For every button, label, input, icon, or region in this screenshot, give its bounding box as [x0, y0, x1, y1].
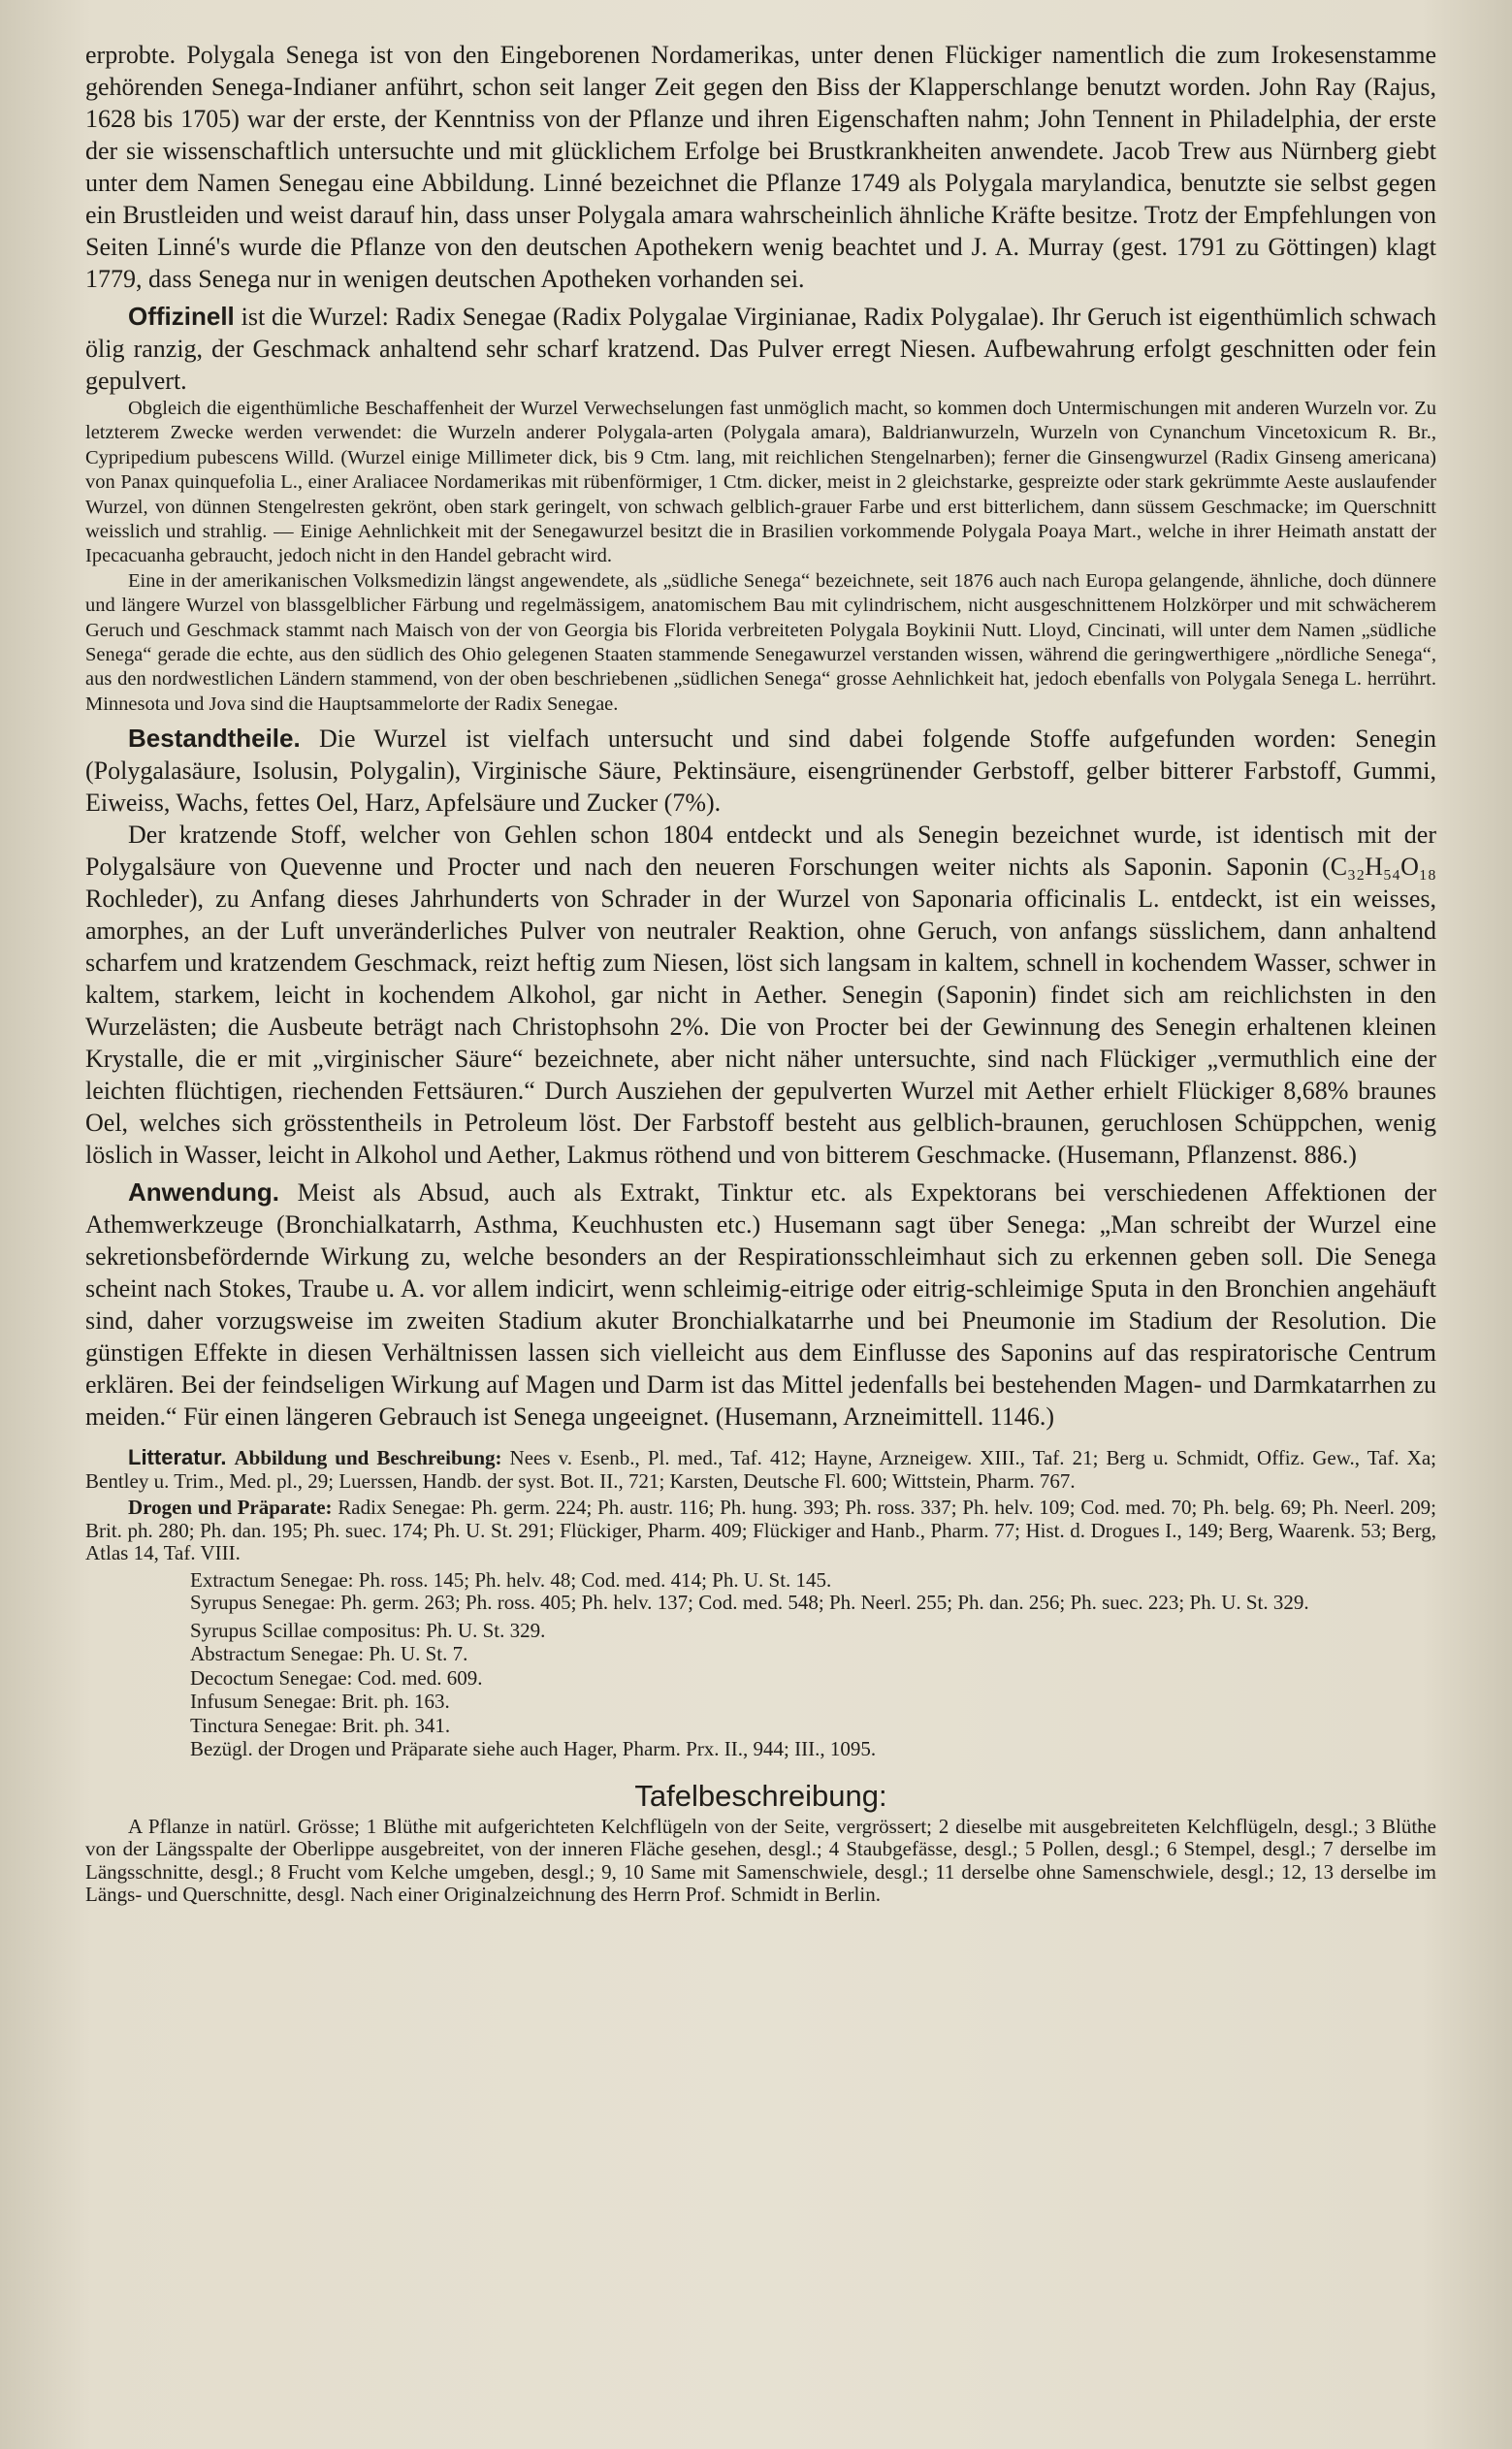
- list-item: Syrupus Scillae compositus: Ph. U. St. 329.: [190, 1618, 546, 1642]
- tafel-title: Tafelbeschreibung:: [634, 1778, 887, 1813]
- offizinell-text: ist die Wurzel: Radix Senegae (Radix Polygalae Virginianae, Radix Polygalae). Ihr Geruch ist eigenthümlich schwach ölig ranzig, der Geschmack anhaltend sehr scharf kratzend. Das Pulver erregt Niesen. Aufbewahrung erfolgt geschnitten oder fein gepulvert.: [85, 303, 1436, 395]
- litteratur-section: [85, 1446, 1436, 1761]
- litteratur-extractum: Extractum Senegae: Ph. ross. 145; Ph. helv. 48; Cod. med. 414; Ph. U. St. 145.: [190, 1567, 832, 1592]
- litteratur-sub1-text: Nees v. Esenb., Pl. med., Taf. 412; Hayne, Arzneigew. XIII., Taf. 21; Berg u. Schmidt, Offiz. Gew., Taf. Xa; Bentley u. Trim., Med. pl., 29; Luerssen, Handb. der syst. Bot. II., 721; Karsten, Deutsche Fl. 600; Wittstein, Pharm. 767.: [85, 1446, 1436, 1493]
- litteratur-list: [85, 1619, 1436, 1761]
- offizinell-note-2: Eine in der amerikanischen Volksmedizin längst angewendete, als „südliche Senega“ bezeichnete, seit 1876 auch nach Europa gelangende, ähnliche, doch dünnere und längere Wurzel von blassgelblicher Färbung und regelmässigem, anatomischem Bau mit cylindrischem, nicht ausgeschnittenem Holzkörper und mit schwächerem Geruch und Geschmack stammt nach Maisch von der von Georgia bis Florida verbreiteten Polygala Boykinii Nutt. Lloyd, Cincinati, will unter dem Namen „südliche Senega“ gerade die echte, aus den südlich des Ohio gelegenen Staaten stammende Senegawurzel verstanden wissen, während die geringwerthigere „nördliche Senega“, aus den nordwestlichen Ländern stammend, von der oben beschriebenen „südlichen Senega“ grosse Aehnlichkeit hat, jedoch ebenfalls von Polygala Senega L. herrührt. Minnesota und Jova sind die Hauptsammelorte der Radix Senegae.: [85, 569, 1436, 715]
- list-item: Decoctum Senegae: Cod. med. 609.: [190, 1665, 483, 1690]
- list-item: Bezügl. der Drogen und Präparate siehe auch Hager, Pharm. Prx. II., 944; III., 1095.: [190, 1737, 877, 1761]
- bestandtheile-heading: Bestandtheile.: [128, 724, 301, 754]
- litteratur-sub2-text: Radix Senegae: Ph. germ. 224; Ph. austr. 116; Ph. hung. 393; Ph. ross. 337; Ph. helv. 109; Cod. med. 70; Ph. belg. 69; Ph. Neerl. 209; Brit. ph. 280; Ph. dan. 195; Ph. suec. 174; Ph. U. St. 291; Flückiger, Pharm. 409; Flückiger and Hanb., Pharm. 77; Hist. d. Drogues I., 149; Berg, Waarenk. 53; Berg, Atlas 14, Taf. VIII.: [85, 1496, 1436, 1565]
- list-item: Abstractum Senegae: Ph. U. St. 7.: [190, 1642, 468, 1666]
- litteratur-heading: Litteratur.: [128, 1445, 227, 1470]
- litteratur-sub2: Drogen und Präparate:: [128, 1496, 333, 1520]
- offizinell-paragraph: [85, 301, 1436, 397]
- litteratur-syrupus: Syrupus Senegae: Ph. germ. 263; Ph. ross. 405; Ph. helv. 137; Cod. med. 548; Ph. Neerl. 255; Ph. dan. 256; Ph. suec. 223; Ph. U. St. 329.: [190, 1591, 1309, 1615]
- bestandtheile-paragraph-2: Der kratzende Stoff, welcher von Gehlen schon 1804 entdeckt und als Senegin bezeichnet wurde, ist identisch mit der Polygalsäure von Quevenne und Procter und nach den neueren Forschungen weiter nichts als Saponin. Saponin (C₃₂H₅₄O₁₈ Rochleder), zu Anfang dieses Jahrhunderts von Schrader in der Wurzel von Saponaria officinalis L. entdeckt, ist ein weisses, amorphes, an der Luft unveränderliches Pulver von neutraler Reaktion, ohne Geruch, von anfangs süsslichem, dann anhaltend scharfem und kratzendem Geschmack, reizt heftig zum Niesen, löst sich langsam in kaltem, schnell in kochendem Wasser, schwer in kaltem, starkem, leicht in kochendem Alkohol, gar nicht in Aether. Senegin (Saponin) findet sich am reichlichsten in den Wurzelästen; die Ausbeute beträgt nach Christophsohn 2%. Die von Procter bei der Gewinnung des Senegin erhaltenen kleinen Krystalle, die er mit „virginischer Säure“ bezeichnete, aber nicht näher untersuchte, sind nach Flückiger „vermuthlich eine der leichten flüchtigen, riechenden Fettsäuren.“ Durch Ausziehen der gepulverten Wurzel mit Aether erhielt Flückiger 8,68% braunes Oel, welches sich grösstentheils in Petroleum löst. Der Farbstoff besteht aus gelblich-braunen, geruchlosen Schüppchen, wenig löslich in Wasser, leicht in Alkohol und Aether, Lakmus röthend und von bitterem Geschmacke. (Husemann, Pflanzenst. 886.): [85, 821, 1436, 1170]
- offizinell-note-1: Obgleich die eigenthümliche Beschaffenheit der Wurzel Verwechselungen fast unmöglich macht, so kommen doch Untermischungen mit anderen Wurzeln vor. Zu letzterem Zwecke werden verwendet: die Wurzeln anderer Polygala-arten (Polygala amara), Baldrianwurzeln, Wurzeln von Cynanchum Vincetoxicum R. Br., Cypripedium pubescens Willd. (Wurzel einige Millimeter dick, bis 9 Ctm. lang, mit reichlichen Stengelnarben); ferner die Ginsengwurzel (Radix Ginseng americana) von Panax quinquefolia L., einer Araliacee Nordamerikas mit rübenförmiger, 1 Ctm. dicker, meist in 2 gleichstarke, gespreizte oder stark gekrümmte Aeste auslaufender Wurzel, von dünnen Stengelresten gekrönt, oben stark geringelt, von schwach gelblich-grauer Farbe und erst bitterlichem, dann süssem Geschmacke; im Querschnitt weisslich und strahlig. — Einige Aehnlichkeit mit der Senegawurzel besitzt die in Brasilien vorkommende Polygala Poaya Mart., welche in ihrer Heimath anstatt der Ipecacuanha gebraucht, jedoch nicht in den Handel gebracht wird.: [85, 398, 1436, 567]
- intro-paragraph: erprobte. Polygala Senega ist von den Eingeborenen Nordamerikas, unter denen Flückiger namentlich die zum Irokesenstamme gehörenden Senega-Indianer anführt, schon seit langer Zeit gegen den Biss der Klapperschlange benutzt worden. John Ray (Rajus, 1628 bis 1705) war der erste, der Kenntniss von der Pflanze und ihren Eigenschaften nahm; John Tennent in Philadelphia, der erste der sie wissenschaftlich untersuchte und mit glücklichem Erfolge bei Brustkrankheiten anwendete. Jacob Trew aus Nürnberg giebt unter dem Namen Senegau eine Abbildung. Linné bezeichnet die Pflanze 1749 als Polygala marylandica, benutzte sie selbst gegen ein Brustleiden und weist darauf hin, dass unser Polygala amara wahrscheinlich ähnliche Kräfte besitze. Trotz der Empfehlungen von Seiten Linné's wurde die Pflanze von den deutschen Apothekern wenig beachtet und J. A. Murray (gest. 1791 zu Göttingen) klagt 1779, dass Senega nur in wenigen deutschen Apotheken vorhanden sei.: [85, 41, 1436, 293]
- bestandtheile-text: Die Wurzel ist vielfach untersucht und sind dabei folgende Stoffe aufgefunden worden: Senegin (Polygalasäure, Isolusin, Polygalin), Virginische Säure, Pektinsäure, eisengrünender Gerbstoff, gelber bitterer Farbstoff, Gummi, Eiweiss, Wachs, fettes Oel, Harz, Apfelsäure und Zucker (7%).: [85, 725, 1436, 818]
- offizinell-heading: Offizinell: [128, 302, 235, 331]
- tafel-caption: A Pflanze in natürl. Grösse; 1 Blüthe mit aufgerichteten Kelchflügeln von der Seite, vergrössert; 2 dieselbe mit ausgebreiteten Kelchflügeln, desgl.; 3 Blüthe von der Längsspalte der Oberlippe ausgebreitet, von der inneren Fläche gesehen, desgl.; 4 Staubgefässe, desgl.; 5 Pollen, desgl.; 6 Stempel, desgl.; 7 derselbe im Längsschnitte, desgl.; 8 Frucht vom Kelche umgeben, desgl.; 9, 10 Same mit Samenschwiele, desgl.; 11 derselbe ohne Samenschwiele, desgl.; 12, 13 derselbe im Längs- und Querschnitte, desgl. Nach einer Originalzeichnung des Herrn Prof. Schmidt in Berlin.: [85, 1814, 1436, 1907]
- litteratur-sub1: Abbildung und Beschreibung:: [234, 1446, 502, 1470]
- bestandtheile-paragraph: [85, 723, 1436, 819]
- anwendung-text: Meist als Absud, auch als Extrakt, Tinktur etc. als Expektorans bei verschiedenen Affektionen der Athemwerkzeuge (Bronchialkatarrh, Asthma, Keuchhusten etc.) Husemann sagt über Senega: „Man schreibt der Wurzel eine sekretionsbefördernde Wirkung zu, welche besonders an der Respirationsschleimhaut sich zu erkennen geben soll. Die Senega scheint nach Stokes, Traube u. A. vor allem indicirt, wenn schleimig-eitrige oder eitrig-schleimige Sputa in den Bronchien angehäuft sind, daher vorzugsweise im zweiten Stadium akuter Bronchialkatarrhe und bei Pneumonie im Stadium der Resolution. Die günstigen Effekte in diesen Verhältnissen lassen sich vielleicht aus dem Einflusse des Saponins auf das respiratorische Centrum erklären. Bei der feindseligen Wirkung auf Magen und Darm ist das Mittel jedenfalls bei bestehenden Magen- und Darmkatarrhen zu meiden.“ Für einen längeren Gebrauch ist Senega ungeeignet. (Husemann, Arzneimittell. 1146.): [85, 1178, 1436, 1432]
- anwendung-heading: Anwendung.: [128, 1177, 279, 1208]
- list-item: Tinctura Senegae: Brit. ph. 341.: [190, 1713, 451, 1737]
- anwendung-paragraph: [85, 1176, 1436, 1433]
- litteratur-abbildung: [85, 1446, 1436, 1493]
- litteratur-drogen: [85, 1497, 1436, 1565]
- list-item: Infusum Senegae: Brit. ph. 163.: [190, 1690, 450, 1714]
